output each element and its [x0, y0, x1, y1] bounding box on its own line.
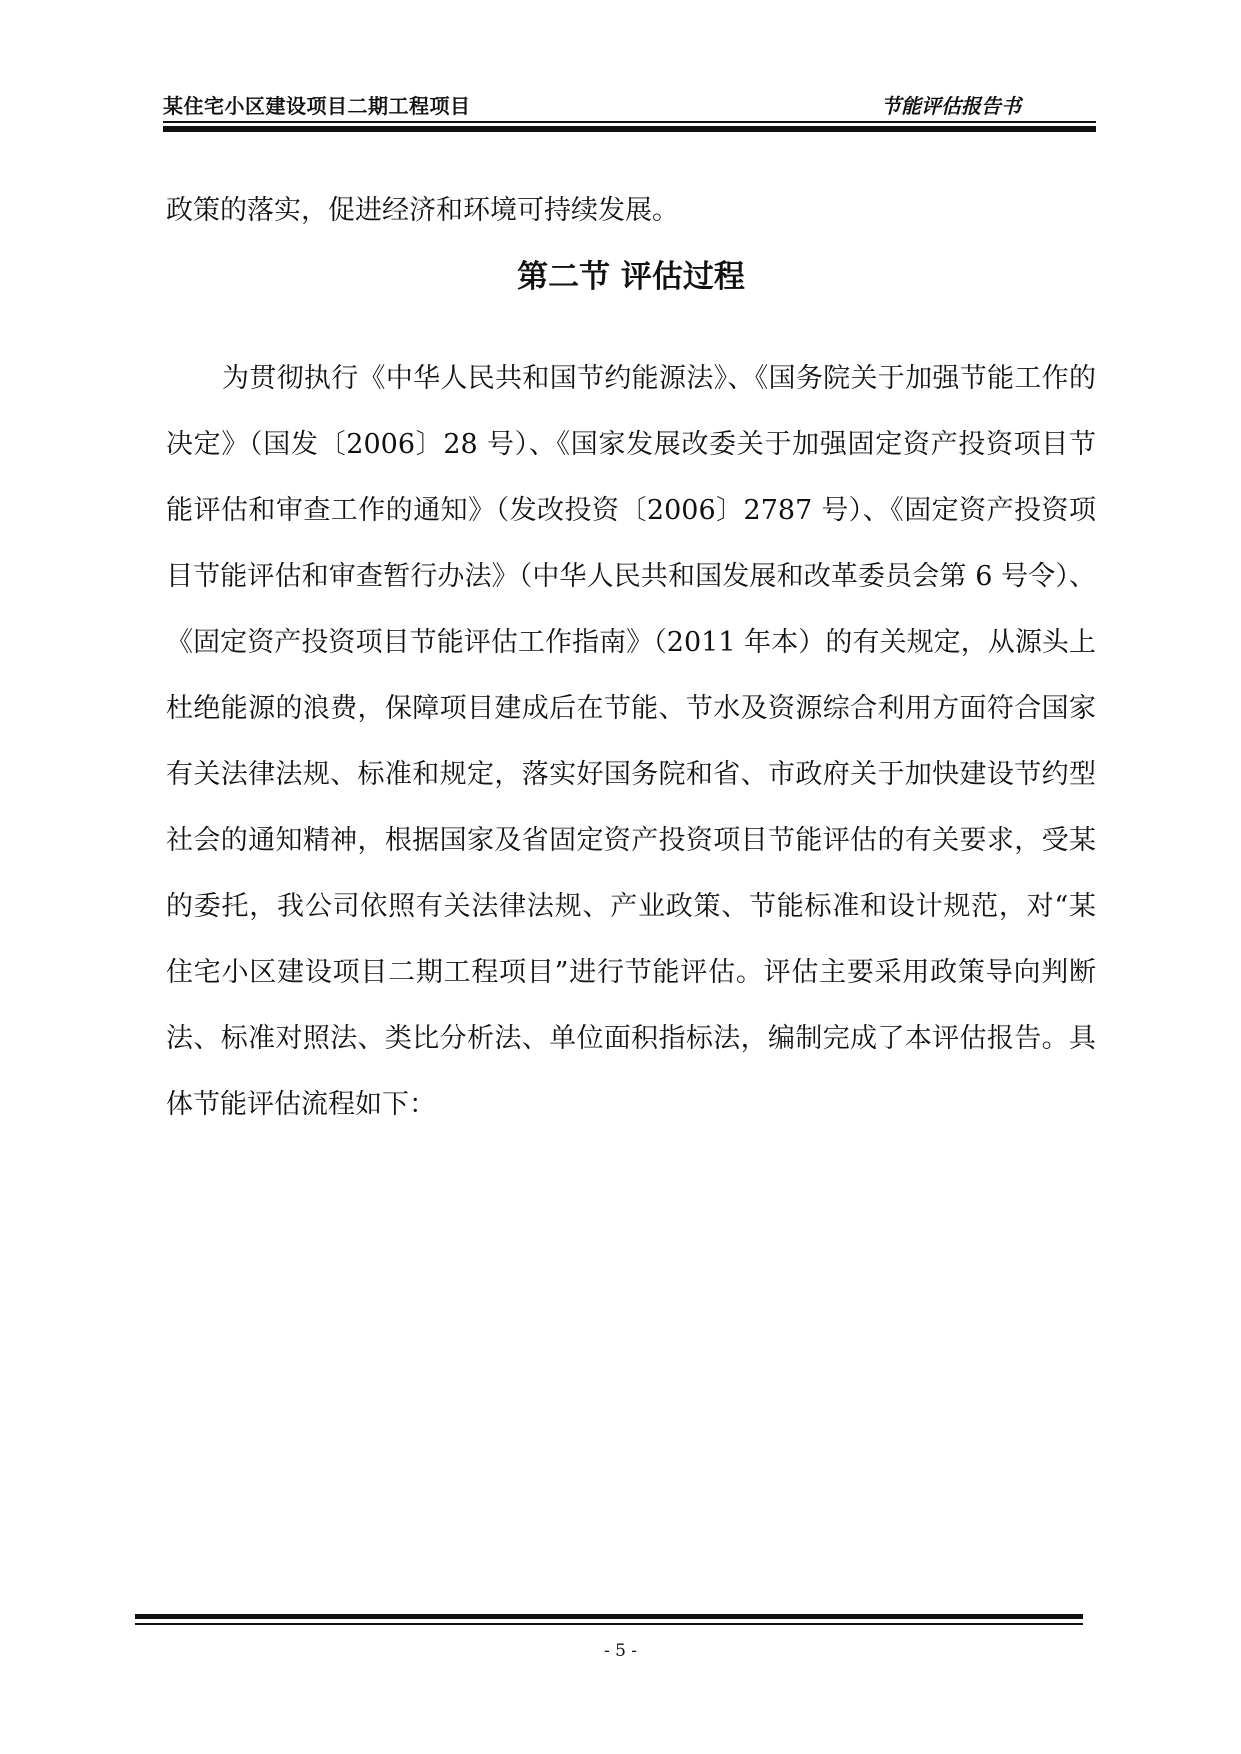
page-header — [163, 88, 1096, 120]
header-report-title: 节能评估报告书 — [881, 94, 1021, 118]
continued-text-line: 政策的落实，促进经济和环境可持续发展。 — [166, 195, 679, 226]
page-number: - 5 - — [603, 1641, 638, 1661]
footer-divider-thin — [135, 1623, 1083, 1625]
body-paragraph: 为贯彻执行《中华人民共和国节约能源法》、《国务院关于加强节能工作的决定》（国发〔2006〕28 号）、《国家发展改委关于加强固定资产投资项目节能评估和审查工作的通知》（发改投资〔2006〕2787 号）、《固定资产投资项目节能评估和审查暂行办法》（中华人民共和国发展和改革委员会第 6 号令）、《固定资产投资项目节能评估工作指南》（2011 年本）的有关规定，从源头上杜绝能源的浪费，保障项目建成后在节能、节水及资源综合利用方面符合国家有关法律法规、标准和规定，落实好国务院和省、市政府关于加快建设节约型社会的通知精神，根据国家及省固定资产投资项目节能评估的有关要求，受某的委托，我公司依照有关法律法规、产业政策、节能标准和设计规范，对“某住宅小区建设项目二期工程项目”进行节能评估。评估主要采用政策导向判断法、标准对照法、类比分析法、单位面积指标法，编制完成了本评估报告。具体节能评估流程如下： — [166, 363, 1096, 1120]
header-divider-thin — [163, 121, 1096, 123]
footer-divider-thick — [135, 1614, 1083, 1619]
header-divider-thick — [163, 126, 1096, 132]
section-title: 第二节 评估过程 — [517, 259, 745, 295]
header-project-title: 某住宅小区建设项目二期工程项目 — [163, 94, 471, 118]
